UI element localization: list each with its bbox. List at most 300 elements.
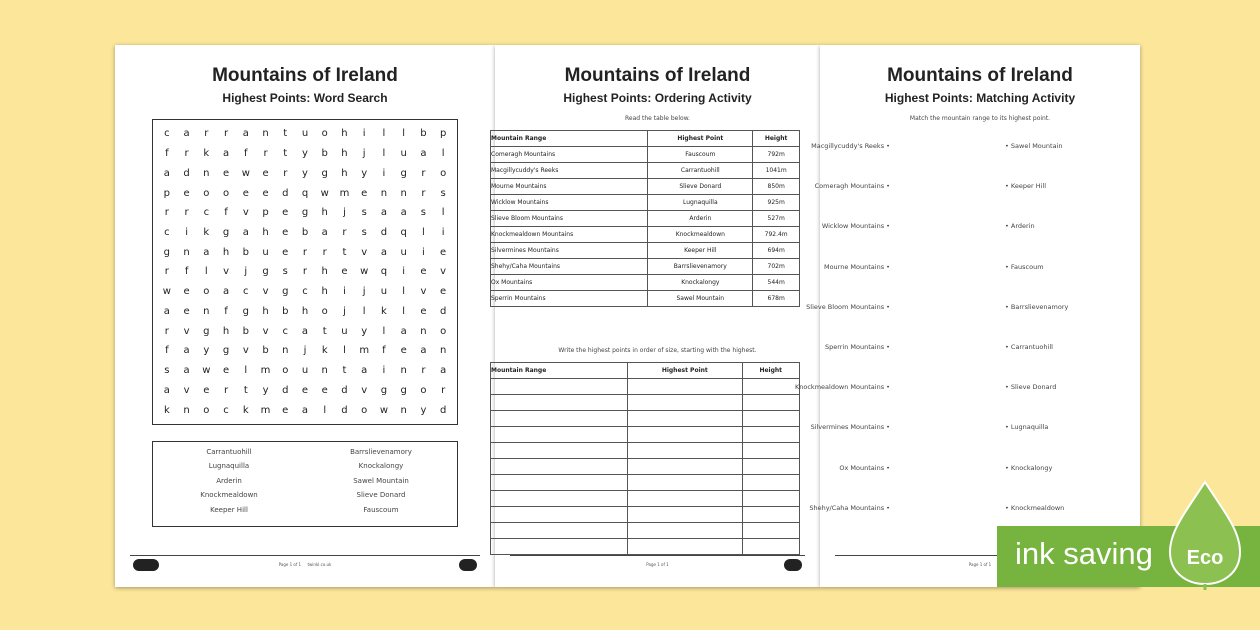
- grid-letter: a: [163, 167, 170, 179]
- grid-letter: o: [203, 286, 210, 298]
- grid-letter: y: [361, 167, 368, 179]
- grid-letter: l: [244, 365, 248, 377]
- grid-letter: m: [359, 345, 370, 357]
- point-label: Barrslievenamory: [1010, 302, 1069, 311]
- table-header: [491, 131, 800, 147]
- point-label: Sawel Mountain: [1010, 142, 1063, 150]
- grid-letter: b: [282, 305, 289, 317]
- point-item[interactable]: • Sawel Mountain: [1005, 142, 1063, 150]
- grid-letter: g: [380, 384, 388, 396]
- letter-grid: [152, 119, 458, 425]
- grid-letter: j: [362, 148, 366, 160]
- grid-letter: h: [222, 325, 230, 337]
- grid-letter: k: [321, 345, 328, 357]
- grid-letter: y: [262, 384, 269, 396]
- table-cell: 527m: [753, 211, 800, 227]
- grid-letter: r: [164, 266, 169, 278]
- grid-letter: n: [203, 305, 210, 317]
- table-row: [491, 179, 800, 195]
- table-cell: Macgillycuddy's Reeks: [491, 163, 648, 179]
- grid-letter: y: [361, 325, 368, 337]
- grid-letter: d: [282, 384, 289, 396]
- range-item[interactable]: Sperrin Mountains •: [824, 343, 890, 351]
- grid-letter: t: [243, 384, 248, 396]
- point-label: Carrantuohill: [1010, 343, 1053, 351]
- matching-page: [795, 45, 1140, 587]
- grid-letter: e: [222, 167, 230, 179]
- table-cell: Ox Mountains: [491, 275, 648, 291]
- grid-letter: a: [400, 207, 407, 219]
- grid-letter: r: [342, 227, 347, 239]
- grid-letter: t: [322, 325, 327, 337]
- table-cell[interactable]: [742, 411, 800, 427]
- grid-letter: c: [302, 286, 308, 298]
- range-label: Silvermines Mountains: [810, 423, 885, 432]
- grid-letter: c: [164, 128, 170, 140]
- grid-letter: h: [341, 128, 348, 140]
- page-footer: Page 1 of 1: [835, 555, 1125, 567]
- range-item[interactable]: Mourne Mountains •: [823, 262, 890, 271]
- grid-letter: g: [163, 246, 171, 258]
- grid-letter: h: [321, 207, 328, 219]
- table-cell: 792m: [753, 147, 800, 163]
- grid-letter: e: [420, 305, 427, 317]
- page-title: Mountains of Ireland: [212, 65, 398, 86]
- grid-letter: h: [321, 266, 328, 278]
- table-cell[interactable]: [491, 507, 628, 523]
- grid-letter: d: [341, 404, 348, 416]
- table-cell[interactable]: [742, 539, 800, 555]
- grid-letter: l: [402, 305, 406, 317]
- ordering-page: [491, 45, 820, 587]
- grid-letter: r: [302, 266, 308, 278]
- grid-letter: n: [183, 404, 190, 416]
- grid-letter: t: [342, 246, 347, 258]
- word-list-item: Lugnaquilla: [208, 462, 250, 471]
- grid-letter: n: [439, 345, 447, 357]
- grid-letter: r: [421, 167, 426, 179]
- table-cell[interactable]: [628, 379, 742, 395]
- point-label: Knockmealdown: [1010, 503, 1065, 512]
- grid-letter: q: [301, 187, 309, 199]
- grid-letter: r: [223, 128, 229, 140]
- instruction: Write the highest points in order of size, starting with the highest.: [558, 347, 757, 354]
- grid-letter: r: [164, 325, 169, 337]
- table-cell[interactable]: [742, 395, 800, 411]
- table-cell: Arderin: [648, 211, 753, 227]
- grid-letter: v: [242, 345, 249, 357]
- grid-letter: s: [440, 187, 446, 199]
- table-cell[interactable]: [742, 443, 800, 459]
- grid-letter: j: [343, 305, 346, 317]
- table-row: [491, 195, 800, 211]
- table-cell[interactable]: [742, 427, 800, 443]
- grid-letter: e: [282, 246, 289, 258]
- grid-letter: d: [439, 305, 447, 317]
- grid-letter: w: [241, 167, 250, 179]
- grid-letter: e: [183, 286, 190, 298]
- table-row: [491, 275, 800, 291]
- grid-letter: k: [242, 404, 249, 416]
- grid-letter: b: [242, 246, 249, 258]
- instruction: Match the mountain range to its highest point.: [909, 115, 1051, 122]
- range-label: Sperrin Mountains: [824, 343, 885, 351]
- grid-letter: a: [183, 345, 190, 357]
- column-header: Highest Point: [628, 363, 742, 379]
- range-item[interactable]: Shehy/Caha Mountains •: [809, 503, 890, 512]
- grid-letter: a: [420, 345, 427, 357]
- grid-letter: a: [163, 384, 170, 396]
- table-cell[interactable]: [491, 459, 628, 475]
- table-cell[interactable]: [628, 475, 742, 491]
- table-row: [491, 259, 800, 275]
- word-list: [152, 441, 458, 527]
- point-item[interactable]: • Lugnaquilla: [1005, 423, 1049, 432]
- grid-letter: f: [224, 305, 228, 317]
- table-row: [491, 507, 800, 523]
- grid-letter: t: [342, 365, 347, 377]
- grid-letter: f: [184, 266, 189, 278]
- point-label: Lugnaquilla: [1010, 423, 1049, 432]
- grid-letter: s: [361, 207, 367, 219]
- table-cell[interactable]: [628, 507, 742, 523]
- grid-letter: o: [222, 187, 230, 199]
- grid-letter: w: [360, 266, 369, 278]
- grid-letter: b: [262, 345, 269, 357]
- table-row: [491, 427, 800, 443]
- table-header: [491, 363, 800, 379]
- grid-letter: f: [224, 207, 228, 219]
- grid-letter: e: [321, 384, 328, 396]
- word-list-item: Sawel Mountain: [353, 476, 409, 485]
- grid-letter: e: [282, 404, 289, 416]
- table-cell: 678m: [753, 291, 800, 307]
- grid-letter: p: [262, 207, 269, 219]
- table-cell[interactable]: [491, 379, 628, 395]
- grid-letter: v: [183, 325, 190, 337]
- grid-letter: m: [260, 404, 271, 416]
- range-label: Macgillycuddy's Reeks: [811, 142, 885, 150]
- grid-letter: y: [302, 148, 308, 160]
- grid-letter: l: [343, 345, 346, 357]
- grid-letter: i: [343, 286, 346, 298]
- grid-letter: i: [382, 167, 386, 179]
- point-label: Slieve Donard: [1010, 383, 1057, 392]
- grid-letter: a: [400, 325, 407, 337]
- grid-letter: v: [262, 325, 269, 337]
- grid-letter: a: [380, 207, 387, 219]
- grid-letter: f: [244, 148, 248, 160]
- range-item[interactable]: Comeragh Mountains •: [814, 182, 890, 191]
- grid-letter: a: [163, 305, 170, 317]
- grid-letter: n: [183, 246, 190, 258]
- grid-letter: q: [400, 227, 407, 239]
- table-cell: Barrslievenamory: [648, 259, 753, 275]
- table-cell[interactable]: [491, 523, 628, 539]
- grid-letter: s: [282, 266, 288, 278]
- grid-letter: v: [361, 384, 368, 396]
- word-list-item: Arderin: [216, 476, 242, 485]
- word-list-item: Knockmealdown: [200, 491, 258, 500]
- table-cell: 1041m: [753, 163, 800, 179]
- table-row: [491, 227, 800, 243]
- grid-letter: d: [380, 227, 388, 239]
- grid-letter: j: [244, 266, 248, 278]
- table-cell: Keeper Hill: [648, 243, 753, 259]
- point-label: Fauscoum: [1010, 262, 1044, 271]
- range-label: Mourne Mountains: [823, 262, 885, 271]
- range-item[interactable]: Knockmealdown Mountains •: [795, 383, 890, 392]
- grid-letter: b: [242, 325, 249, 337]
- grid-letter: a: [301, 325, 309, 337]
- grid-letter: r: [421, 187, 426, 199]
- grid-letter: v: [420, 286, 427, 298]
- grid-letter: i: [441, 227, 445, 239]
- grid-letter: l: [402, 286, 406, 298]
- grid-letter: f: [165, 345, 169, 357]
- grid-letter: w: [202, 365, 211, 377]
- grid-letter: v: [361, 246, 368, 258]
- grid-letter: y: [302, 167, 308, 179]
- range-label: Slieve Bloom Mountains: [806, 302, 885, 311]
- table-cell: Slieve Bloom Mountains: [491, 211, 648, 227]
- grid-letter: l: [441, 207, 445, 219]
- table-cell: Wicklow Mountains: [491, 195, 648, 211]
- grid-letter: o: [282, 365, 289, 377]
- grid-letter: c: [164, 227, 170, 239]
- grid-letter: b: [321, 148, 328, 160]
- table-row: [491, 243, 800, 259]
- grid-letter: m: [339, 187, 350, 199]
- column-header: Mountain Range: [491, 131, 648, 147]
- grid-letter: b: [420, 128, 427, 140]
- page-footer: [130, 555, 480, 567]
- word-list-item: Keeper Hill: [210, 505, 248, 514]
- grid-letter: e: [341, 266, 348, 278]
- grid-letter: e: [420, 266, 427, 278]
- grid-letter: o: [420, 384, 427, 396]
- grid-letter: a: [203, 246, 210, 258]
- grid-letter: h: [262, 305, 269, 317]
- table-row: [491, 163, 800, 179]
- point-item[interactable]: • Slieve Donard: [1005, 383, 1057, 392]
- point-item[interactable]: • Fauscoum: [1005, 262, 1044, 271]
- table-cell[interactable]: [491, 443, 628, 459]
- grid-letter: n: [400, 404, 407, 416]
- table-cell[interactable]: [742, 491, 800, 507]
- table-cell: Mourne Mountains: [491, 179, 648, 195]
- grid-letter: e: [262, 167, 269, 179]
- grid-letter: y: [420, 404, 427, 416]
- table-cell: Lugnaquilla: [648, 195, 753, 211]
- grid-letter: n: [380, 187, 388, 199]
- grid-letter: a: [242, 128, 249, 140]
- grid-letter: l: [441, 148, 445, 160]
- grid-letter: o: [321, 305, 328, 317]
- table-cell[interactable]: [628, 395, 742, 411]
- table-cell[interactable]: [491, 411, 628, 427]
- grid-letter: p: [439, 128, 447, 140]
- grid-letter: r: [421, 365, 426, 377]
- grid-letter: k: [203, 148, 210, 160]
- grid-letter: i: [382, 365, 386, 377]
- grid-letter: i: [362, 128, 366, 140]
- table-cell[interactable]: [628, 411, 742, 427]
- point-label: Keeper Hill: [1010, 182, 1047, 191]
- table-cell: 792.4m: [753, 227, 800, 243]
- grid-letter: e: [282, 207, 289, 219]
- grid-letter: l: [382, 148, 386, 160]
- grid-letter: n: [400, 365, 407, 377]
- grid-letter: t: [283, 148, 288, 160]
- page-number: Page 1 of 1: [278, 562, 302, 567]
- grid-letter: s: [164, 365, 170, 377]
- table-cell[interactable]: [628, 491, 742, 507]
- grid-letter: p: [163, 187, 171, 199]
- table-cell[interactable]: [742, 379, 800, 395]
- table-cell: Silvermines Mountains: [491, 243, 648, 259]
- table-cell[interactable]: [628, 427, 742, 443]
- range-item[interactable]: Ox Mountains •: [839, 463, 890, 472]
- page-subtitle: Highest Points: Ordering Activity: [563, 91, 752, 105]
- table-cell[interactable]: [491, 539, 628, 555]
- point-item[interactable]: • Carrantuohill: [1005, 343, 1053, 351]
- eco-label: Eco: [1186, 547, 1224, 569]
- table-row: [491, 475, 800, 491]
- range-item[interactable]: Macgillycuddy's Reeks •: [811, 142, 890, 150]
- grid-letter: r: [283, 167, 288, 179]
- grid-letter: h: [321, 286, 328, 298]
- range-item[interactable]: Wicklow Mountains •: [821, 222, 890, 231]
- table-cell[interactable]: [628, 459, 742, 475]
- point-item[interactable]: • Knockmealdown: [1005, 503, 1065, 512]
- grid-letter: i: [422, 246, 425, 258]
- grid-letter: v: [262, 286, 269, 298]
- grid-letter: e: [301, 384, 309, 396]
- point-item[interactable]: • Arderin: [1005, 222, 1035, 231]
- grid-letter: r: [322, 246, 327, 258]
- word-list-item: Barrslievenamory: [350, 448, 412, 456]
- range-label: Knockmealdown Mountains: [795, 383, 885, 392]
- range-item[interactable]: Silvermines Mountains •: [810, 423, 890, 432]
- page-subtitle: Highest Points: Matching Activity: [884, 91, 1076, 105]
- grid-letter: e: [440, 246, 447, 258]
- table-cell[interactable]: [628, 443, 742, 459]
- grid-letter: u: [400, 246, 407, 258]
- page-title: Mountains of Ireland: [887, 65, 1073, 86]
- grid-letter: u: [301, 128, 309, 140]
- grid-letter: s: [361, 227, 367, 239]
- grid-letter: i: [402, 266, 406, 278]
- grid-letter: a: [380, 246, 387, 258]
- grid-letter: o: [203, 187, 210, 199]
- range-label: Ox Mountains: [839, 463, 885, 472]
- table-row: [491, 443, 800, 459]
- word-list-item: Knockalongy: [358, 462, 404, 471]
- grid-letter: h: [222, 246, 230, 258]
- grid-letter: w: [379, 404, 389, 416]
- eco-leaf-icon: [1168, 480, 1242, 590]
- word-list-item: Carrantuohill: [206, 448, 252, 456]
- table-row: [491, 411, 800, 427]
- grid-letter: e: [440, 286, 447, 298]
- grid-letter: r: [223, 384, 229, 396]
- grid-letter: a: [222, 148, 230, 160]
- point-label: Arderin: [1010, 222, 1035, 231]
- grid-letter: t: [283, 128, 288, 140]
- grid-letter: l: [204, 266, 208, 278]
- grid-letter: r: [204, 128, 209, 140]
- word-list-item: Slieve Donard: [356, 491, 406, 500]
- grid-letter: a: [440, 365, 447, 377]
- ordering-table: [490, 362, 800, 555]
- table-cell[interactable]: [491, 427, 628, 443]
- grid-letter: d: [282, 187, 289, 199]
- table-cell: Fauscoum: [648, 147, 753, 163]
- grid-letter: i: [185, 227, 188, 239]
- grid-letter: l: [422, 227, 425, 239]
- table-cell: 694m: [753, 243, 800, 259]
- point-item[interactable]: • Keeper Hill: [1005, 182, 1047, 191]
- grid-letter: g: [301, 207, 309, 219]
- table-cell[interactable]: [742, 459, 800, 475]
- point-item[interactable]: • Barrslievenamory: [1005, 302, 1069, 311]
- table-row: [491, 459, 800, 475]
- table-cell[interactable]: [742, 507, 800, 523]
- grid-letter: g: [222, 227, 230, 239]
- point-item[interactable]: • Knockalongy: [1005, 463, 1053, 472]
- grid-letter: h: [341, 148, 348, 160]
- grid-letter: d: [439, 404, 447, 416]
- grid-letter: a: [361, 365, 368, 377]
- grid-letter: e: [400, 345, 407, 357]
- grid-letter: d: [183, 167, 190, 179]
- column-header: Height: [753, 131, 800, 147]
- grid-letter: e: [222, 365, 230, 377]
- table-cell: Knockalongy: [648, 275, 753, 291]
- table-row: [491, 211, 800, 227]
- table-cell: Carrantuohill: [648, 163, 753, 179]
- table-cell[interactable]: [491, 395, 628, 411]
- grid-letter: v: [242, 207, 249, 219]
- grid-letter: e: [262, 187, 269, 199]
- table-cell[interactable]: [742, 523, 800, 539]
- table-cell[interactable]: [491, 475, 628, 491]
- grid-letter: s: [420, 207, 426, 219]
- table-cell[interactable]: [742, 475, 800, 491]
- column-header: Height: [742, 363, 800, 379]
- grid-letter: r: [184, 148, 189, 160]
- table-cell[interactable]: [628, 523, 742, 539]
- table-cell[interactable]: [628, 539, 742, 555]
- grid-letter: w: [320, 187, 329, 199]
- grid-letter: c: [203, 207, 210, 219]
- grid-letter: r: [441, 384, 446, 396]
- grid-letter: n: [262, 128, 269, 140]
- point-label: Knockalongy: [1010, 463, 1053, 472]
- page-subtitle: Highest Points: Word Search: [222, 91, 388, 105]
- grid-letter: g: [400, 384, 407, 396]
- grid-letter: e: [203, 384, 210, 396]
- grid-letter: k: [203, 227, 210, 239]
- table-cell: 850m: [753, 179, 800, 195]
- table-cell[interactable]: [491, 491, 628, 507]
- table-cell: 544m: [753, 275, 800, 291]
- range-item[interactable]: Slieve Bloom Mountains •: [806, 302, 890, 311]
- mountain-table: [490, 130, 800, 307]
- grid-letter: q: [380, 266, 388, 278]
- grid-letter: u: [380, 286, 388, 298]
